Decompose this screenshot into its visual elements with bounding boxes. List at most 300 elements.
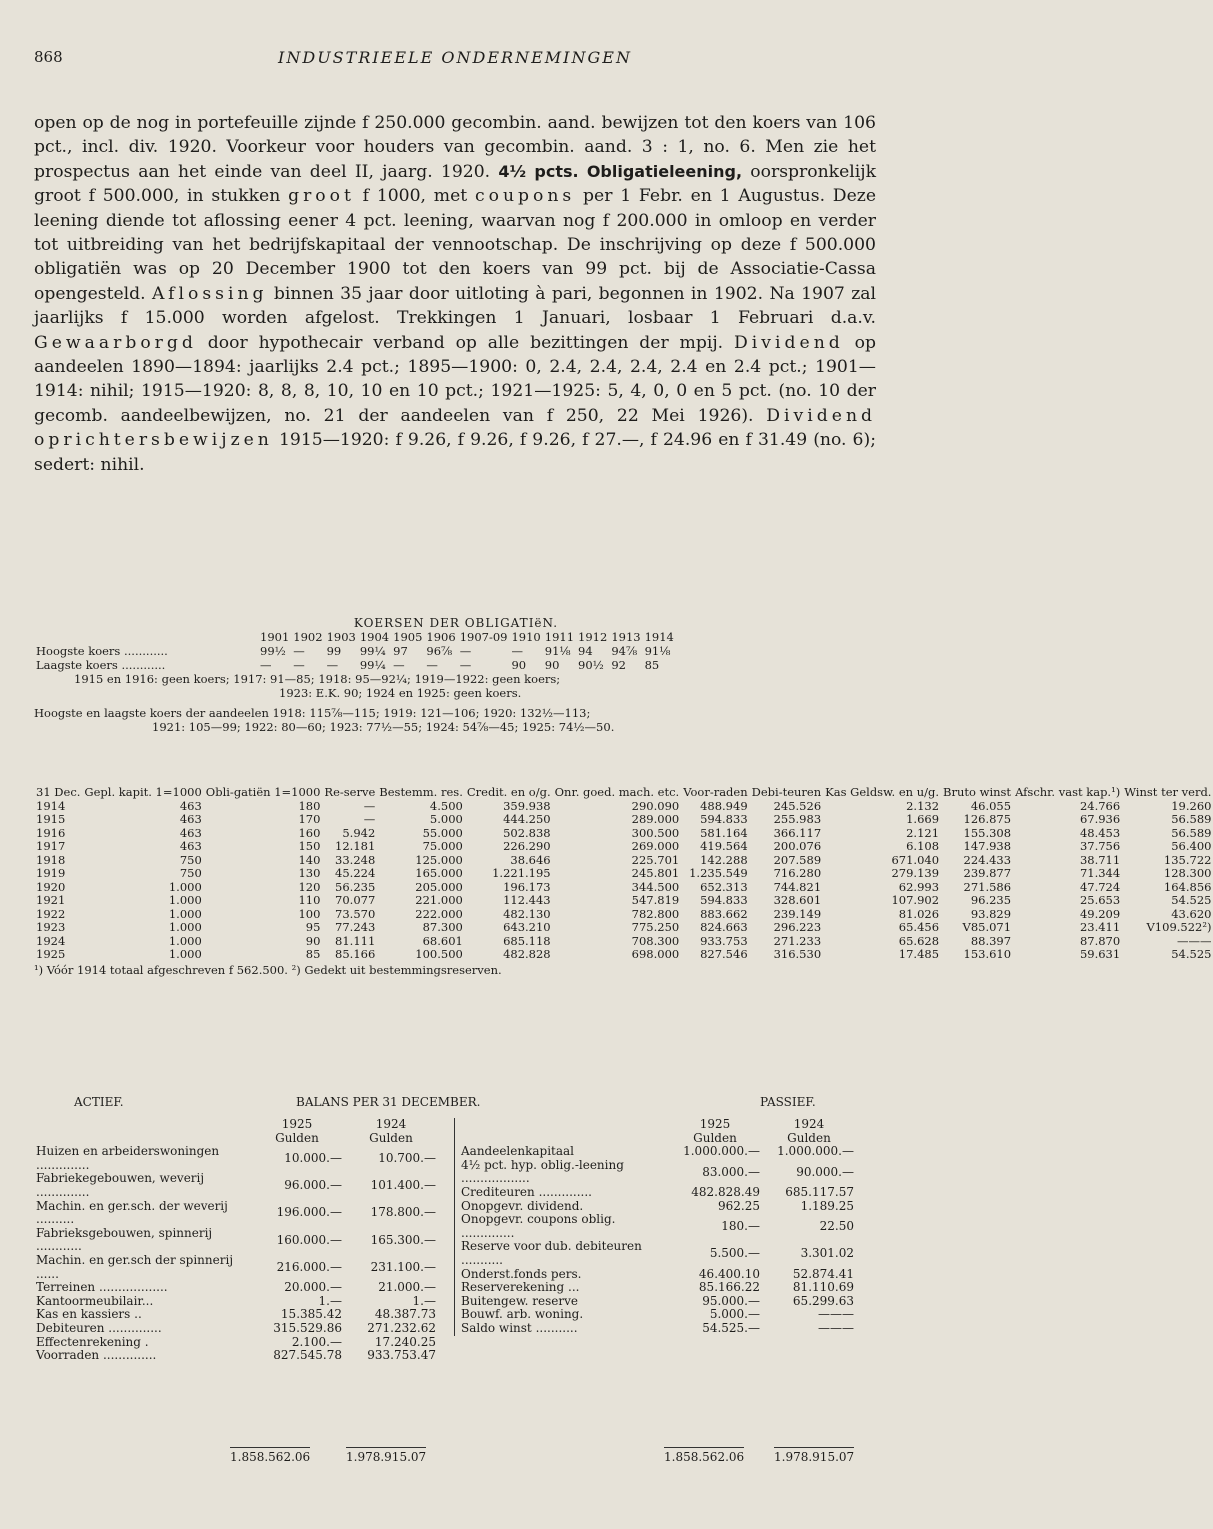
table-cell: 77.243 (335, 920, 376, 934)
table-cell: 643.210 (503, 920, 551, 934)
table-cell: 17.485 (898, 947, 940, 961)
column-header: Winst ter verd. (1124, 785, 1212, 799)
table-cell: 200.076 (773, 839, 822, 853)
table-row (34, 1322, 438, 1336)
year-cell: 1901 (260, 630, 290, 644)
table-cell: 271.586 (963, 879, 1012, 894)
table-cell: 419.564 (700, 839, 748, 853)
column-header: Re-serve (324, 785, 376, 799)
paragraph-text: door hypothecair verband op alle bezittingen der mpij. (207, 332, 724, 353)
table-cell: 488.949 (700, 798, 748, 813)
table-cell: 222.000 (415, 906, 463, 921)
table-cell: 1.669 (906, 812, 940, 826)
table-cell: 125.000 (415, 852, 463, 867)
row-label: Kas en kassiers .. (36, 1307, 142, 1322)
table-cell: 463 (179, 798, 202, 813)
amount-cell: 85.166.22 (698, 1280, 760, 1295)
table-row (34, 644, 676, 658)
financial-table (34, 786, 1213, 962)
table-cell: 100 (298, 906, 321, 921)
row-label: Effectenrekening . (36, 1334, 149, 1349)
table-row (34, 840, 1213, 854)
column-header: Debi-teuren (751, 785, 822, 799)
row-label: Machin. en ger.sch der spinnerij ...... (36, 1252, 234, 1281)
table-cell: 85 (305, 947, 321, 961)
table-cell: 296.223 (773, 920, 822, 934)
table-cell: 75.000 (422, 839, 463, 853)
table-cell: 547.819 (631, 893, 680, 907)
table-cell: 1.235.549 (689, 866, 748, 880)
amount-cell: 196.000.— (276, 1205, 342, 1220)
amount-cell: 10.700.— (378, 1150, 436, 1165)
table-cell: — (326, 658, 339, 672)
row-label: Onopgevr. coupons oblig. .............. (461, 1212, 616, 1240)
table-row (459, 1281, 856, 1295)
table-cell: 482.828 (503, 947, 551, 961)
year-cell: 1914 (644, 630, 674, 644)
actief-rows (34, 1145, 438, 1363)
total-actief-1925: 1.858.562.06 (230, 1447, 310, 1464)
table-cell: 147.938 (963, 839, 1012, 853)
row-label: Kantoormeubilair... (36, 1293, 154, 1308)
amount-cell: 20.000.— (284, 1280, 342, 1295)
table-cell: — (511, 644, 523, 658)
paragraph-text: f 1000, met (362, 186, 468, 207)
amount-cell: 165.300.— (370, 1232, 436, 1247)
table-cell: 502.838 (503, 825, 551, 840)
passief-table (459, 1118, 856, 1336)
table-cell: 71.344 (1079, 866, 1121, 880)
table-cell: 155.308 (963, 825, 1012, 840)
table-header-row (459, 1132, 856, 1146)
table-cell: 581.164 (700, 825, 748, 840)
table-cell: 344.500 (631, 879, 680, 894)
table-cell: 239.877 (963, 866, 1012, 880)
table-cell: V109.522²) (1146, 920, 1212, 934)
table-cell: 708.300 (631, 933, 680, 948)
table-header-row (34, 786, 1213, 800)
table-cell: 225.701 (631, 852, 680, 867)
year-cell: 1905 (393, 630, 423, 644)
table-cell: 150 (298, 839, 321, 853)
unit-header: Gulden (693, 1130, 737, 1145)
amount-cell: 315.529.86 (273, 1320, 342, 1335)
table-cell: — (363, 812, 376, 826)
amount-cell: 5.000.— (709, 1307, 760, 1322)
year-cell: 1911 (544, 630, 575, 644)
amount-cell: 96.000.— (284, 1178, 342, 1193)
table-cell: 165.000 (415, 866, 463, 880)
year-header: 1924 (793, 1117, 825, 1131)
table-cell: 37.756 (1079, 839, 1121, 853)
row-label: Terreinen .................. (36, 1280, 168, 1295)
table-cell: 91⅛ (544, 644, 571, 658)
table-cell: 594.833 (700, 812, 748, 826)
table-cell: 652.313 (700, 879, 748, 894)
page-header (34, 48, 876, 72)
amount-cell: 933.753.47 (367, 1348, 436, 1363)
table-cell: 62.993 (898, 879, 940, 894)
table-row (459, 1159, 856, 1186)
year-cell: 1917 (36, 839, 66, 853)
column-header: Bestemm. res. (379, 785, 463, 799)
amount-cell: 1.000.000.— (777, 1144, 854, 1159)
year-cell: 1913 (611, 630, 641, 644)
row-label: Voorraden .............. (36, 1348, 157, 1363)
table-cell: 245.801 (631, 866, 680, 880)
table-cell: 160 (298, 825, 321, 840)
total-actief-1924: 1.978.915.07 (346, 1447, 426, 1464)
row-label: Machin. en ger.sch. der weverij .......... (36, 1198, 228, 1227)
table-cell: 782.800 (631, 906, 680, 921)
table-cell: 38.646 (510, 852, 551, 867)
table-cell: 224.433 (963, 852, 1012, 867)
table-cell: 38.711 (1079, 852, 1121, 867)
row-label: Fabriekegebouwen, weverij .............. (36, 1171, 205, 1199)
amount-cell: 1.000.000.— (683, 1144, 760, 1159)
column-header: Bruto winst (943, 785, 1012, 799)
year-header: 1925 (699, 1117, 731, 1131)
year-cell: 1910 (511, 630, 541, 644)
table-cell: 142.288 (700, 852, 748, 867)
table-cell: 255.983 (773, 812, 822, 826)
row-label: Onderst.fonds pers. (461, 1266, 582, 1281)
table-row (34, 1145, 438, 1172)
table-row (34, 630, 676, 644)
spaced-word: Aflossing (152, 283, 268, 304)
body-text (34, 111, 876, 477)
table-cell: 54.525 (1171, 893, 1212, 907)
amount-cell: 101.400.— (370, 1178, 436, 1193)
table-cell: 90 (544, 658, 560, 672)
year-header: 1924 (375, 1117, 407, 1131)
amount-cell: 83.000.— (702, 1164, 760, 1179)
amount-cell: 90.000.— (796, 1164, 854, 1179)
total-passief-1924: 1.978.915.07 (774, 1447, 854, 1464)
table-cell: — (293, 644, 305, 658)
table-cell: 444.250 (503, 812, 551, 826)
table-row (34, 935, 1213, 949)
paragraph-text: per 1 Febr. en 1 Augustus. Deze leening diende tot aflossing eener 4 pct. leening, waarvan nog f 200.000 in omloop en verder tot uitbreiding van het bedrijfskapitaal der vennootschap. De inschrijving op deze f 500.000 obligatiën was op 20 December 1900 tot den koers van 99 pct. bij de Associatie-Cassa opengesteld. (34, 186, 876, 304)
table-header-row (34, 1132, 438, 1146)
amount-cell: 962.25 (718, 1198, 760, 1213)
table-row (459, 1240, 856, 1267)
table-cell: 153.610 (963, 947, 1012, 961)
spaced-word: Dividend oprichtersbewijzen (34, 405, 877, 451)
amount-cell: 482.828.49 (691, 1184, 760, 1199)
year-cell: 1918 (36, 852, 66, 867)
table-cell: 68.601 (422, 933, 463, 948)
table-row (459, 1213, 856, 1240)
actief-title: ACTIEF. (74, 1095, 124, 1109)
balance-headings (34, 1096, 878, 1112)
passief-rows (459, 1145, 856, 1335)
table-cell: 824.663 (700, 920, 748, 934)
table-cell: 128.300 (1163, 866, 1212, 880)
table-row (34, 1227, 438, 1254)
year-cell: 1912 (578, 630, 608, 644)
table-row (459, 1186, 856, 1200)
passief-title: PASSIEF. (760, 1095, 816, 1109)
table-cell: 49.209 (1079, 906, 1121, 921)
table-cell: 107.902 (891, 893, 940, 907)
table-cell: 87.300 (422, 920, 463, 934)
year-cell: 1923 (36, 920, 66, 934)
table-cell: 482.130 (503, 906, 551, 921)
unit-header: Gulden (275, 1130, 319, 1145)
table-cell: — (459, 658, 472, 672)
spaced-word: Dividend (734, 332, 844, 353)
amount-cell: 1.189.25 (800, 1198, 854, 1213)
table-cell: 120 (298, 879, 321, 894)
amount-cell: 10.000.— (284, 1150, 342, 1165)
table-cell: 671.040 (891, 852, 940, 867)
table-row (459, 1295, 856, 1309)
price-note: 1923: E.K. 90; 1924 en 1925: geen koers. (279, 686, 522, 700)
table-cell: 99¼ (359, 658, 386, 672)
table-cell: 87.870 (1079, 933, 1121, 948)
column-header: Gepl. kapit. 1=1000 (84, 785, 202, 799)
table-cell: 94⅞ (611, 644, 638, 658)
balance-title: BALANS PER 31 DECEMBER. (296, 1095, 481, 1109)
table-cell: 135.722 (1163, 852, 1212, 867)
table-cell: 59.631 (1079, 947, 1121, 961)
table-row (34, 658, 676, 672)
table-row (459, 1145, 856, 1159)
table-cell: 226.290 (503, 839, 551, 853)
financial-table-body (34, 800, 1213, 962)
table-cell: 1.000 (168, 933, 202, 948)
table-cell: 56.400 (1171, 839, 1212, 853)
table-row (34, 1336, 438, 1350)
row-label: Saldo winst ........... (461, 1320, 578, 1335)
table-cell: 73.570 (335, 906, 376, 921)
table-row (34, 921, 1213, 935)
table-row (459, 1308, 856, 1322)
row-label: Fabrieksgebouwen, spinnerij ............ (36, 1225, 213, 1254)
amount-cell: 3.301.02 (800, 1246, 854, 1261)
amount-cell: 48.387.73 (374, 1307, 436, 1322)
table-cell: 279.139 (891, 866, 940, 880)
amount-cell: 21.000.— (378, 1280, 436, 1295)
table-cell: 827.546 (700, 947, 748, 961)
table-cell: 744.821 (773, 879, 822, 894)
table-cell: 1.000 (168, 893, 202, 907)
table-cell: 24.766 (1079, 798, 1121, 813)
amount-cell: 81.110.69 (792, 1280, 854, 1295)
table-row (459, 1322, 856, 1336)
table-cell: 271.233 (773, 933, 822, 948)
table-row (34, 854, 1213, 868)
table-cell: 94 (578, 644, 593, 658)
table-cell: 65.456 (898, 920, 940, 934)
table-cell: 65.628 (898, 933, 940, 948)
column-header: Kas Geldsw. en u/g. (825, 785, 940, 799)
year-cell: 1922 (36, 906, 66, 921)
table-cell: 366.117 (773, 825, 822, 840)
amount-cell: ——— (818, 1320, 854, 1335)
bond-rate: 4½ pcts. (498, 161, 579, 181)
row-label: Laagste koers ............ (36, 658, 166, 672)
row-label: Crediteuren .............. (461, 1184, 592, 1199)
table-cell: 239.149 (773, 906, 822, 921)
table-cell: 95 (305, 920, 321, 934)
table-cell: 96.235 (970, 893, 1012, 907)
actief-column (34, 1118, 444, 1363)
table-cell: 1.000 (168, 947, 202, 961)
table-cell: 316.530 (773, 947, 822, 961)
share-price-note: 1921: 105—99; 1922: 80—60; 1923: 77½—55; 1924: 54⅞—45; 1925: 74½—50. (152, 720, 615, 734)
year-cell: 1924 (36, 933, 66, 948)
table-header-row (459, 1118, 856, 1132)
table-row (34, 1200, 438, 1227)
table-cell: 56.589 (1171, 825, 1212, 840)
table-row (34, 1281, 438, 1295)
financial-table-section (34, 785, 1212, 977)
table-cell: 269.000 (631, 839, 680, 853)
table-cell: 100.500 (415, 947, 463, 961)
amount-cell: 52.874.41 (792, 1266, 854, 1281)
amount-cell: 160.000.— (276, 1232, 342, 1247)
table-cell: V85.071 (962, 920, 1012, 934)
table-cell: ——— (1176, 933, 1212, 948)
year-cell: 1919 (36, 866, 66, 880)
table-cell: 205.000 (415, 879, 463, 894)
table-cell: 245.526 (773, 798, 822, 813)
year-cell: 1915 (36, 812, 66, 826)
page-number: 868 (34, 48, 63, 66)
table-cell: 300.500 (631, 825, 680, 840)
table-cell: 12.181 (335, 839, 376, 853)
table-cell: 594.833 (700, 893, 748, 907)
table-cell: — (363, 798, 376, 813)
row-label: Reserverekening ... (461, 1280, 580, 1295)
table-cell: 140 (298, 852, 321, 867)
year-cell: 1914 (36, 798, 66, 813)
table-cell: 698.000 (631, 947, 680, 961)
amount-cell: 22.50 (819, 1218, 854, 1233)
year-cell: 1925 (36, 947, 66, 961)
table-cell: 46.055 (970, 798, 1012, 813)
paragraph-text: open op de nog in portefeuille zijnde f 250.000 gecombin. aand. bewijzen tot den koers van 106 pct., incl. div. 1920. Voorkeur voor houders van gecombin. aand. 3 : 1, no. 6. Men zie het prospectus aan het einde van deel II, jaarg. 1920. (34, 113, 876, 182)
table-cell: 180 (298, 798, 321, 813)
table-cell: 126.875 (963, 812, 1012, 826)
row-label: Reserve voor dub. debiteuren ........... (461, 1239, 642, 1267)
table-cell: 99¼ (359, 644, 386, 658)
paragraph-text: op aandeelen 1890—1894: jaarlijks 2.4 pct.; 1895—1900: 0, 2.4, 2.4, 2.4, 2.4 en 2.4 pct.; 1901—1914: nihil; 1915—1920: 8, 8, 8, 10, 10 en 10 pct.; 1921—1925: 5, 4, 0, 0 en 5 pct. (no. 10 der gecomb. aandeelbewijzen, no. 21 der aandeelen van f 250, 22 Mei 1926). (34, 332, 876, 426)
column-header: Onr. goed. mach. etc. (554, 785, 680, 799)
table-cell: 23.411 (1079, 920, 1121, 934)
year-cell: 1906 (426, 630, 456, 644)
footnote: ¹) Vóór 1914 totaal afgeschreven f 562.500. ²) Gedekt uit bestemmingsreserven. (34, 962, 502, 977)
table-cell: 93.829 (970, 906, 1012, 921)
table-row (34, 813, 1213, 827)
table-row (34, 908, 1213, 922)
unit-header: Gulden (369, 1130, 413, 1145)
table-row (34, 881, 1213, 895)
table-row (34, 948, 1213, 962)
table-cell: 359.938 (503, 798, 551, 813)
amount-cell: 1.— (412, 1293, 436, 1308)
table-cell: 4.500 (429, 798, 463, 813)
amount-cell: 2.100.— (291, 1334, 342, 1349)
amount-cell: 180.— (721, 1218, 760, 1233)
table-cell: 1.221.195 (492, 866, 551, 880)
table-cell: 6.108 (906, 839, 940, 853)
table-row (459, 1268, 856, 1282)
table-cell: 81.111 (335, 933, 376, 948)
amount-cell: 827.545.78 (273, 1348, 342, 1363)
amount-cell: 46.400.10 (698, 1266, 760, 1281)
table-cell: 19.260 (1171, 798, 1212, 813)
passief-column (454, 1118, 883, 1336)
row-label: Buitengew. reserve (461, 1293, 579, 1308)
table-row (34, 1349, 438, 1363)
column-header: Afschr. vast kap.¹) (1015, 785, 1121, 799)
table-row (34, 867, 1213, 881)
amount-cell: 65.299.63 (792, 1293, 854, 1308)
table-cell: 289.000 (631, 812, 680, 826)
table-cell: 81.026 (898, 906, 940, 921)
table-cell: 85 (644, 658, 660, 672)
row-label: Huizen en arbeiderswoningen .............. (36, 1144, 220, 1172)
column-header: Credit. en o/g. (466, 785, 551, 799)
table-cell: 112.443 (503, 893, 551, 907)
table-cell: 48.453 (1079, 825, 1121, 840)
balance-sheet (34, 1095, 878, 1363)
bond-title: Obligatieleening, (586, 161, 743, 181)
table-cell: 164.856 (1163, 879, 1212, 894)
table-cell: 96⅞ (426, 644, 453, 658)
year-cell: 1920 (36, 879, 66, 894)
spaced-word: Gewaarborgd (34, 332, 197, 353)
table-cell: 25.653 (1079, 893, 1121, 907)
table-cell: 54.525 (1171, 947, 1212, 961)
table-row (34, 827, 1213, 841)
table-cell: 685.118 (503, 933, 551, 948)
table-cell: 221.000 (415, 893, 463, 907)
table-header-row (34, 1118, 438, 1132)
table-cell: 775.250 (631, 920, 680, 934)
table-cell: 67.936 (1079, 812, 1121, 826)
table-cell: 207.589 (773, 852, 822, 867)
amount-cell: 231.100.— (370, 1259, 436, 1274)
table-cell: 883.662 (700, 906, 748, 921)
year-cell: 1904 (359, 630, 390, 644)
table-cell: 56.235 (335, 879, 376, 894)
table-cell: 463 (179, 812, 202, 826)
table-cell: 45.224 (335, 866, 376, 880)
table-cell: — (293, 658, 305, 672)
table-cell: 88.397 (970, 933, 1012, 948)
table-cell: 90 (511, 658, 527, 672)
year-cell: 1916 (36, 825, 66, 840)
table-cell: 196.173 (503, 879, 551, 894)
table-cell: 2.132 (906, 798, 940, 813)
table-cell: 56.589 (1171, 812, 1212, 826)
year-cell: 1902 (293, 630, 323, 644)
row-label: Onopgevr. dividend. (461, 1198, 584, 1213)
amount-cell: 54.525.— (702, 1320, 760, 1335)
row-label: Hoogste koers ............ (36, 644, 168, 658)
table-cell: 1.000 (168, 920, 202, 934)
row-label: 4½ pct. hyp. oblig.-leening .................. (461, 1157, 624, 1186)
row-label: Debiteuren .............. (36, 1320, 162, 1335)
price-note: 1915 en 1916: geen koers; 1917: 91—85; 1918: 95—92¼; 1919—1922: geen koers; (74, 672, 561, 686)
table-cell: 92 (611, 658, 626, 672)
table-row (34, 1172, 438, 1199)
year-cell: 1907-09 (459, 630, 508, 644)
